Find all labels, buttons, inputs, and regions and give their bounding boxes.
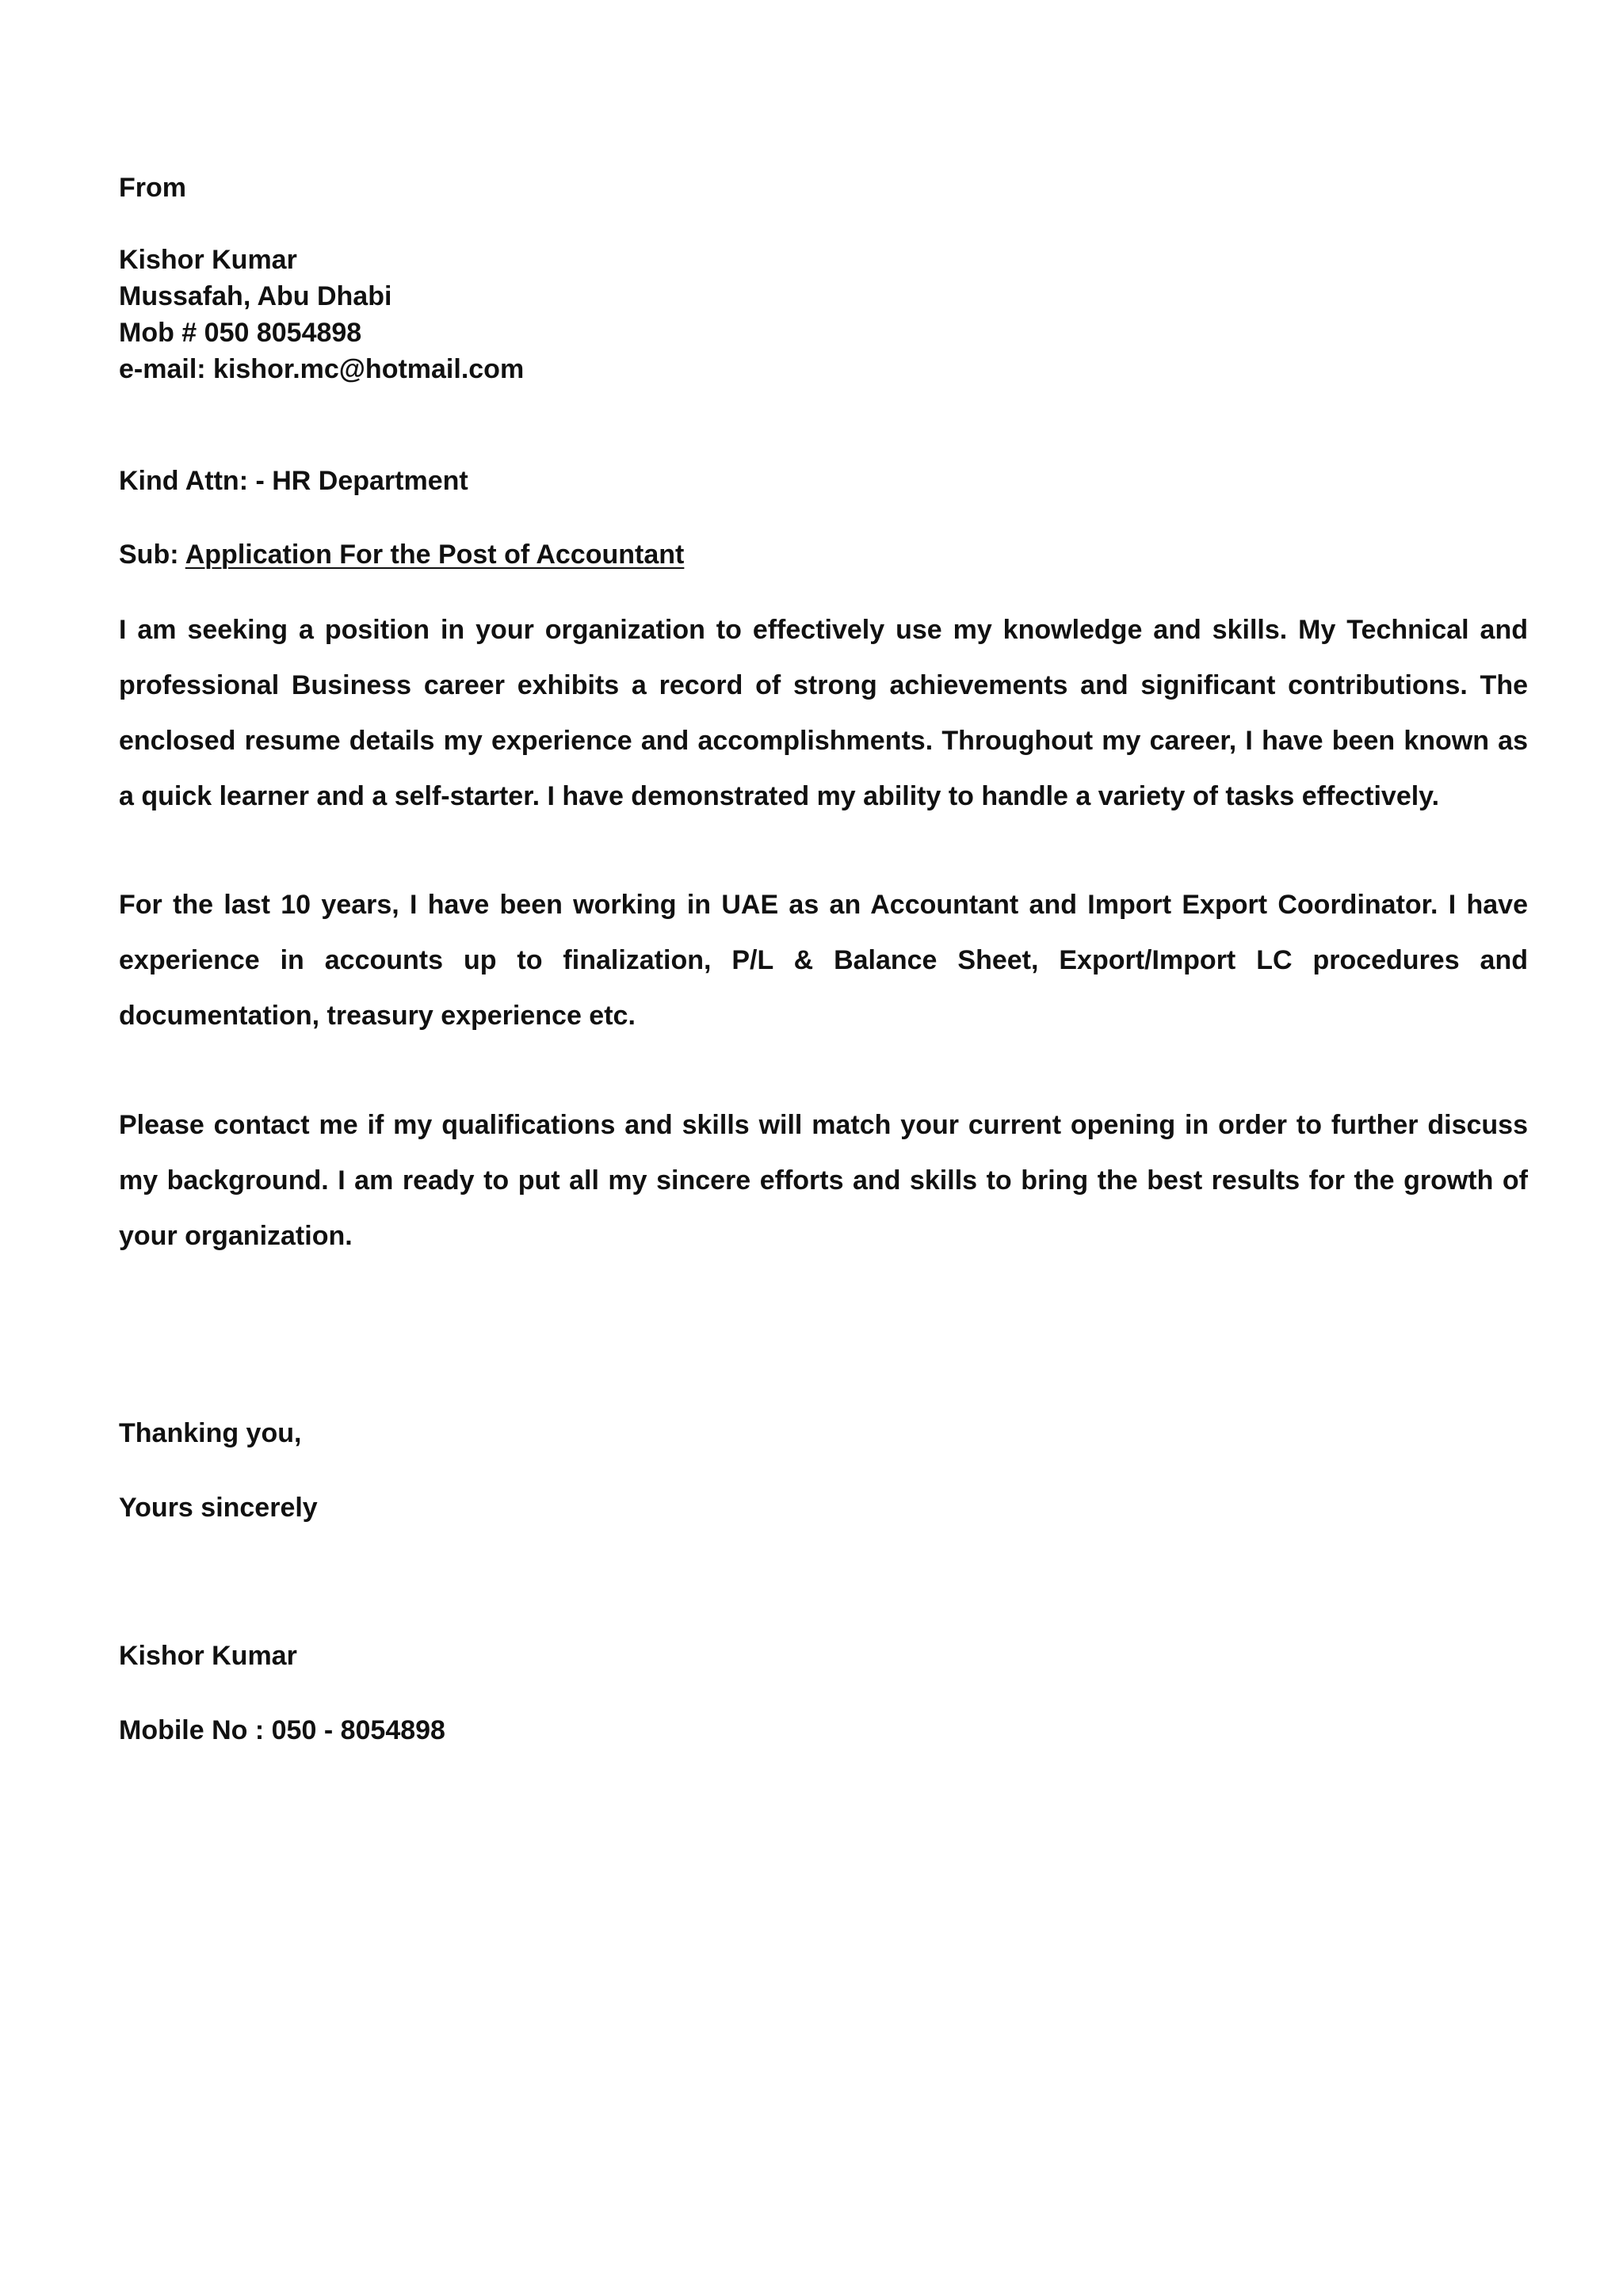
sender-name: Kishor Kumar [119, 245, 297, 275]
sender-address-block [119, 242, 1528, 387]
body-paragraph-1: I am seeking a position in your organization to effectively use my knowledge and skills. My Technical and professional Business career exhibits a record of strong achievements and significant contributions. The enclosed resume details my experience and accomplishments. Throughout my career, I have been known as a quick learner and a self-starter. I have demonstrated my ability to handle a variety of tasks effectively. [119, 615, 1528, 811]
sender-mobile: Mob # 050 8054898 [119, 318, 362, 348]
subject-line [119, 536, 684, 573]
subject-label: Sub: [119, 540, 185, 570]
subject-text: Application For the Post of Accountant [185, 540, 685, 570]
body-paragraph-2: For the last 10 years, I have been working in UAE as an Accountant and Import Export Coordinator. I have experience in accounts up to finalization, P/L & Balance Sheet, Export/Import LC procedures and documentation, treasury experience etc. [119, 890, 1528, 1031]
from-label: From [119, 173, 186, 203]
attention-line: Kind Attn: - HR Department [119, 466, 468, 496]
sign-off-line: Yours sincerely [119, 1493, 318, 1523]
signature-mobile: Mobile No : 050 - 8054898 [119, 1715, 445, 1745]
signature-name: Kishor Kumar [119, 1641, 297, 1671]
body-paragraph-3: Please contact me if my qualifications and skills will match your current opening in order to further discuss my background. I am ready to put all my sincere efforts and skills to bring the best results for the growth of your organization. [119, 1110, 1528, 1251]
sender-email: e-mail: kishor.mc@hotmail.com [119, 354, 525, 384]
thanks-line: Thanking you, [119, 1418, 302, 1448]
sender-location: Mussafah, Abu Dhabi [119, 281, 392, 311]
